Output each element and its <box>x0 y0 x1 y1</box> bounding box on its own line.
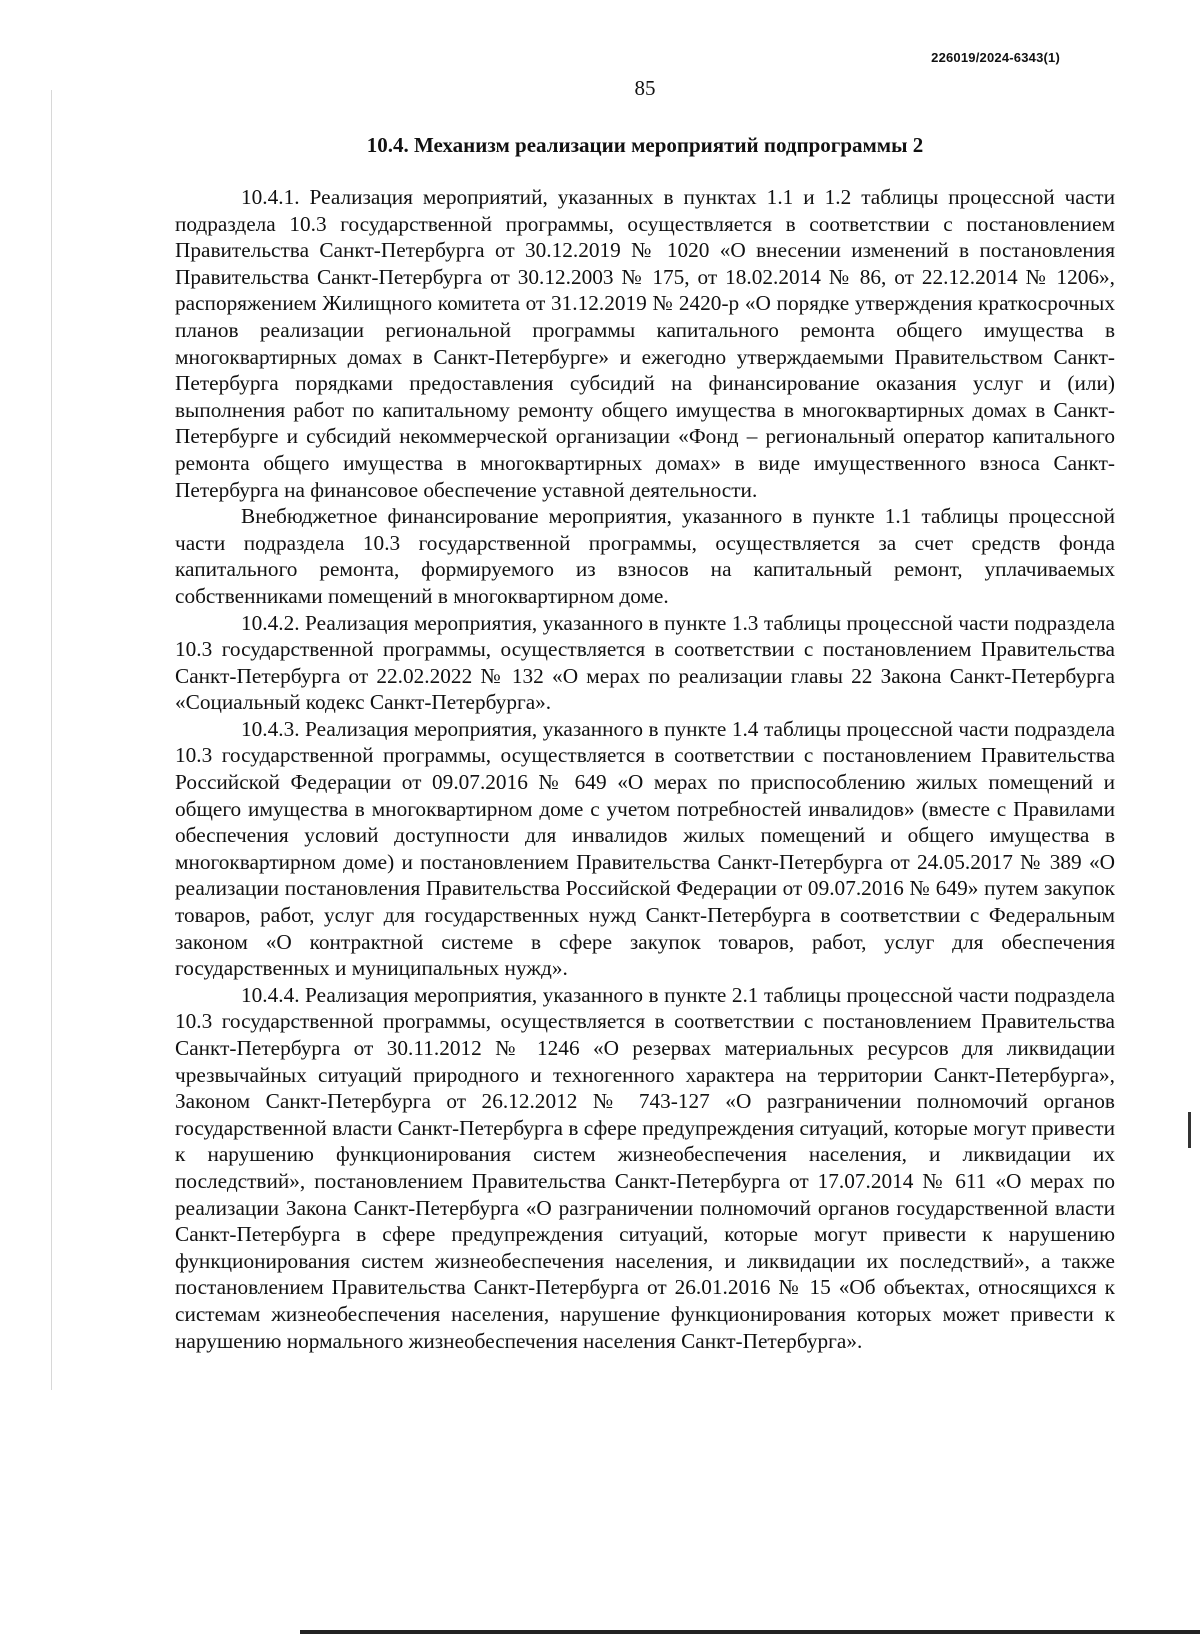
paragraph-10-4-2: 10.4.2. Реализация мероприятия, указанного в пункте 1.3 таблицы процессной части подраздела 10.3 государственной программы, осуществляется в соответствии с постановлением Правительства Санкт-Петербурга от 22.02.2022 № 132 «О мерах по реализации главы 22 Закона Санкт-Петербурга «Социальный кодекс Санкт-Петербурга». <box>175 610 1115 715</box>
scan-edge-line <box>51 90 52 1390</box>
paragraph-10-4-4: 10.4.4. Реализация мероприятия, указанного в пункте 2.1 таблицы процессной части подраздела 10.3 государственной программы, осуществляется в соответствии с постановлением Правительства Санкт-Петербурга от 30.11.2012 № 1246 «О резервах материальных ресурсов для ликвидации чрезвычайных ситуаций природного и техногенного характера на территории Санкт-Петербурга», Законом Санкт-Петербурга от 26.12.2012 № 743-127 «О разграничении полномочий органов государственной власти Санкт-Петербурга в сфере предупреждения ситуаций, которые могут привести к нарушению функционирования систем жизнеобеспечения населения, и ликвидации их последствий», постановлением Правительства Санкт-Петербурга от 17.07.2014 № 611 «О мерах по реализации Закона Санкт-Петербурга «О разграничении полномочий органов государственной власти Санкт-Петербурга в сфере предупреждения ситуаций, которые могут привести к нарушению функционирования систем жизнеобеспечения населения, и ликвидации их последствий», а также постановлением Правительства Санкт-Петербурга от 26.01.2016 № 15 «Об объектах, относящихся к системам жизнеобеспечения населения, нарушение функционирования которых может привести к нарушению нормального жизнеобеспечения населения Санкт-Петербурга». <box>175 982 1115 1353</box>
paragraph-10-4-1: 10.4.1. Реализация мероприятий, указанных в пунктах 1.1 и 1.2 таблицы процессной части подраздела 10.3 государственной программы, осуществляется в соответствии с постановлением Правительства Санкт-Петербурга от 30.12.2019 № 1020 «О внесении изменений в постановления Правительства Санкт-Петербурга от 30.12.2003 № 175, от 18.02.2014 № 86, от 22.12.2014 № 1206», распоряжением Жилищного комитета от 31.12.2019 № 2420-р «О порядке утверждения краткосрочных планов реализации региональной программы капитального ремонта общего имущества в многоквартирных домах в Санкт-Петербурге» и ежегодно утверждаемыми Правительством Санкт-Петербурга порядками предоставления субсидий на финансирование оказания услуг и (или) выполнения работ по капитальному ремонту общего имущества в многоквартирных домах в Санкт-Петербурге и субсидий некоммерческой организации «Фонд – региональный оператор капитального ремонта общего имущества в многоквартирных домах» в виде имущественного взноса Санкт-Петербурга на финансовое обеспечение уставной деятельности. <box>175 185 1115 502</box>
document-body <box>175 184 1115 1354</box>
paragraph-10-4-3: 10.4.3. Реализация мероприятия, указанного в пункте 1.4 таблицы процессной части подраздела 10.3 государственной программы, осуществляется в соответствии с постановлением Правительства Российской Федерации от 09.07.2016 № 649 «О мерах по приспособлению жилых помещений и общего имущества в многоквартирном доме с учетом потребностей инвалидов» (вместе с Правилами обеспечения условий доступности для инвалидов жилых помещений и общего имущества в многоквартирном доме) и постановлением Правительства Санкт-Петербурга от 24.05.2017 № 389 «О реализации постановления Правительства Российской Федерации от 09.07.2016 № 649» путем закупок товаров, работ, услуг для государственных нужд Санкт-Петербурга в соответствии с Федеральным законом «О контрактной системе в сфере закупок товаров, работ, услуг для обеспечения государственных и муниципальных нужд». <box>175 716 1115 981</box>
section-title: 10.4. Механизм реализации мероприятий подпрограммы 2 <box>366 133 924 157</box>
paragraph-offbudget-financing: Внебюджетное финансирование мероприятия, указанного в пункте 1.1 таблицы процессной части подраздела 10.3 государственной программы, осуществляется за счет средств фонда капитального ремонта, формируемого из взносов на капитальный ремонт, уплачиваемых собственниками помещений в многоквартирном доме. <box>175 504 1115 608</box>
page-number: 85 <box>634 76 656 100</box>
scan-margin-mark <box>1188 1112 1191 1148</box>
scan-bottom-edge <box>300 1630 1200 1634</box>
document-id: 226019/2024-6343(1) <box>931 50 1060 65</box>
